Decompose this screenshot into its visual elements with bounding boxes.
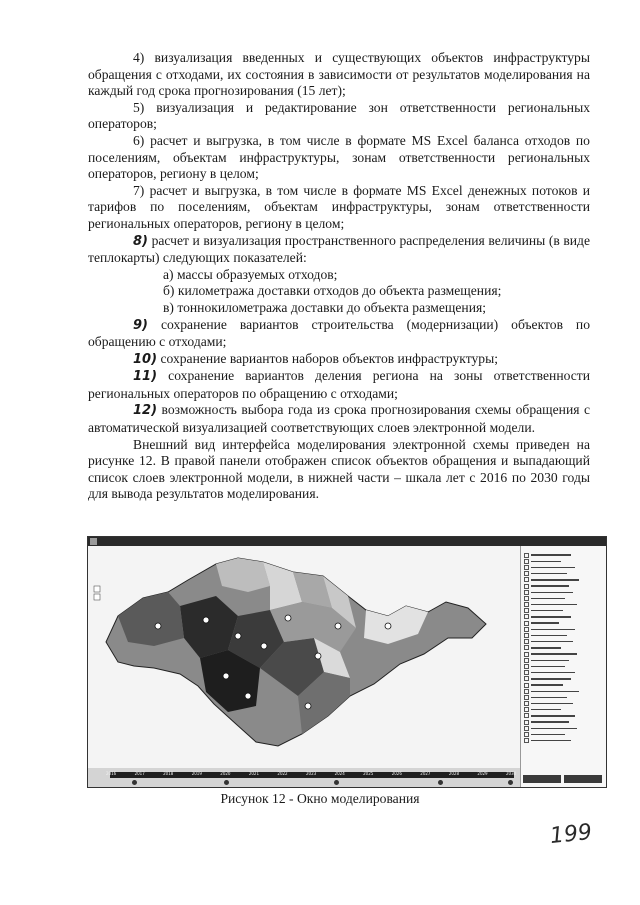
timeline-year[interactable]: 2029 [477, 771, 488, 776]
timeline-year[interactable]: 2020 [220, 771, 231, 776]
checkbox-icon[interactable] [524, 658, 529, 663]
row-label [531, 573, 567, 574]
timeline-marker-icon [334, 780, 339, 785]
figure-caption: Рисунок 12 - Окно моделирования [220, 791, 420, 806]
checkbox-icon[interactable] [524, 639, 529, 644]
timeline-marker-icon [508, 780, 513, 785]
checkbox-icon[interactable] [524, 577, 529, 582]
timeline-year[interactable]: 2025 [363, 771, 374, 776]
sub-item: в) тоннокилометража доставки до объекта размещения; [163, 299, 487, 315]
row-label [531, 678, 571, 679]
row-label [531, 697, 567, 698]
checkbox-icon[interactable] [524, 713, 529, 718]
timeline-year[interactable]: 2018 [163, 771, 174, 776]
row-label [531, 579, 579, 580]
row-label [531, 641, 573, 642]
list-item: 10) сохранение вариантов наборов объектов инфраструктуры; [133, 350, 498, 367]
timeline-marker-icon [438, 780, 443, 785]
checkbox-icon[interactable] [524, 584, 529, 589]
checkbox-icon[interactable] [524, 701, 529, 706]
row-label [531, 561, 561, 562]
row-label [531, 691, 579, 692]
timeline-year[interactable]: 2024 [334, 771, 345, 776]
timeline-year[interactable]: 2021 [248, 771, 260, 776]
row-label [531, 666, 565, 667]
list-item: 5) визуализация и редактирование зон ответственности региональных операторов; [88, 99, 590, 132]
row-label [531, 598, 565, 599]
row-label [531, 629, 575, 630]
timeline-year[interactable]: 2017 [134, 771, 145, 776]
checkbox-icon[interactable] [524, 553, 529, 558]
row-label [531, 616, 571, 617]
modeling-window-figure [87, 536, 607, 788]
row-label [531, 709, 561, 710]
checkbox-icon[interactable] [524, 559, 529, 564]
timeline-year[interactable]: 2016 [106, 771, 117, 776]
year-timeline[interactable] [88, 768, 520, 787]
row-label [531, 672, 575, 673]
checkbox-icon[interactable] [524, 627, 529, 632]
row-label [531, 604, 577, 605]
checkbox-icon[interactable] [524, 676, 529, 681]
row-label [531, 684, 563, 685]
timeline-marker-icon [132, 780, 137, 785]
list-item: 7) расчет и выгрузка, в том числе в формате MS Excel денежных потоков и тарифов по поселениям, объектам инфраструктуры, зонам ответственности региональных операторов, региону в целом; [88, 182, 590, 231]
checkbox-icon[interactable] [524, 571, 529, 576]
row-label [531, 653, 577, 654]
panel-action-button[interactable] [564, 775, 602, 783]
row-label [531, 635, 567, 636]
checkbox-icon[interactable] [524, 720, 529, 725]
checkbox-icon[interactable] [524, 689, 529, 694]
row-label [531, 567, 575, 568]
checkbox-icon[interactable] [524, 621, 529, 626]
row-label [531, 554, 571, 555]
timeline-marker-icon [224, 780, 229, 785]
app-logo-icon [90, 538, 97, 545]
sub-item: а) массы образуемых отходов; [163, 266, 338, 282]
timeline-year[interactable]: 2023 [306, 771, 317, 776]
list-item: 9) сохранение вариантов строительства (модернизации) объектов по обращению с отходами; [88, 316, 591, 350]
checkbox-icon[interactable] [524, 738, 529, 743]
timeline-year[interactable]: 2026 [391, 771, 402, 776]
checkbox-icon[interactable] [524, 565, 529, 570]
checkbox-icon[interactable] [524, 670, 529, 675]
checkbox-icon[interactable] [524, 633, 529, 638]
timeline-year[interactable]: 2022 [277, 771, 288, 776]
checkbox-icon[interactable] [524, 664, 529, 669]
app-titlebar [88, 537, 606, 546]
panel-row[interactable] [521, 738, 607, 744]
checkbox-icon[interactable] [524, 732, 529, 737]
checkbox-icon[interactable] [524, 614, 529, 619]
checkbox-icon[interactable] [524, 590, 529, 595]
row-label [531, 647, 561, 648]
timeline-year[interactable]: 2027 [420, 771, 431, 776]
checkbox-icon[interactable] [524, 726, 529, 731]
checkbox-icon[interactable] [524, 608, 529, 613]
row-label [531, 622, 559, 623]
objects-panel [520, 546, 607, 787]
panel-action-button[interactable] [523, 775, 561, 783]
row-label [531, 715, 575, 716]
row-label [531, 660, 569, 661]
row-label [531, 585, 569, 586]
row-label [531, 610, 563, 611]
checkbox-icon[interactable] [524, 707, 529, 712]
row-label [531, 734, 565, 735]
row-label [531, 728, 577, 729]
list-item: 12) возможность выбора года из срока прогнозирования схемы обращения с автоматической визуализацией соответствующих слоев электронной модели. [88, 402, 590, 436]
sub-item: б) километража доставки отходов до объекта размещения; [163, 283, 502, 299]
map-graphic [88, 546, 520, 768]
list-item: 11) сохранение вариантов деления региона на зоны ответственности региональных операторов по обращению с отходами; [88, 368, 590, 401]
page-number: 199 [548, 819, 594, 850]
checkbox-icon[interactable] [524, 596, 529, 601]
list-item: 4) визуализация введенных и существующих объектов инфраструктуры обращения с отходами, их состояния в зависимости от результатов моделирования на каждый год срока прогнозирования (15 лет); [88, 50, 590, 99]
row-label [531, 592, 573, 593]
checkbox-icon[interactable] [524, 645, 529, 650]
checkbox-icon[interactable] [524, 683, 529, 688]
region-map [88, 546, 520, 768]
checkbox-icon[interactable] [524, 652, 529, 657]
list-item: 8) расчет и визуализация пространственного распределения величины (в виде теплокарты) следующих показателей: [88, 232, 590, 266]
intro-paragraph: Внешний вид интерфейса моделирования электронной схемы приведен на рисунке 12. В правой панели отображен список объектов обращения и выпадающий список слоев электронной модели, в нижней части – шкала лет с 2016 по 2030 годы для вывода результатов моделирования. [88, 436, 590, 502]
timeline-year[interactable]: 2030 [506, 771, 517, 776]
timeline-year[interactable]: 2028 [448, 771, 460, 776]
checkbox-icon[interactable] [524, 602, 529, 607]
list-item: 6) расчет и выгрузка, в том числе в формате MS Excel баланса отходов по поселениям, объектам инфраструктуры, зонам ответственности региональных операторов, региону в целом; [88, 132, 590, 182]
row-label [531, 703, 573, 704]
row-label [531, 740, 571, 741]
body-text [88, 50, 590, 503]
timeline-year[interactable]: 2019 [191, 771, 202, 776]
checkbox-icon[interactable] [524, 695, 529, 700]
row-label [531, 721, 569, 722]
